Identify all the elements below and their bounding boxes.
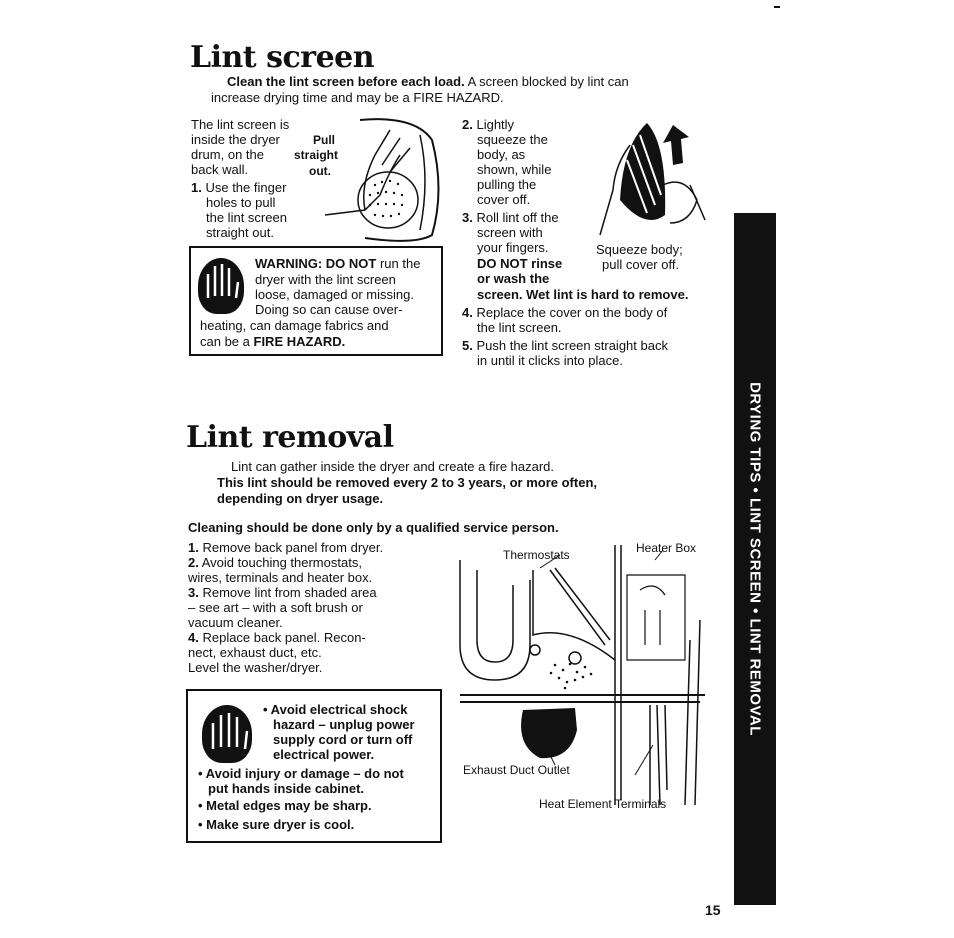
step-3-bold-3: screen. Wet lint is hard to remove.	[477, 287, 689, 302]
page-number: 15	[705, 902, 721, 918]
warning-line: electrical power.	[273, 747, 375, 762]
heater-box-side	[615, 545, 621, 805]
left-line: back wall.	[191, 162, 249, 177]
lint-removal-intro: Lint can gather inside the dryer and create a fire hazard.	[231, 459, 555, 474]
step-line: pulling the	[477, 177, 537, 192]
label-thermostats: Thermostats	[503, 548, 570, 562]
step-line: Use the finger	[205, 180, 287, 195]
warning-last-line	[200, 334, 345, 349]
step-line: wires, terminals and heater box.	[188, 570, 373, 585]
step-2	[462, 117, 514, 132]
removal-step-2	[188, 555, 383, 570]
warning-bold: WARNING: DO NOT	[255, 256, 377, 271]
squeeze-illustration	[585, 105, 710, 240]
step-4	[462, 305, 667, 320]
intro-line2: increase drying time and may be a FIRE HAZARD.	[211, 90, 504, 105]
heater-box	[627, 575, 685, 660]
lint-screen-title: Lint screen	[190, 40, 375, 75]
warning-line: put hands inside cabinet.	[208, 781, 365, 796]
step-line: body, as	[477, 147, 526, 162]
squeeze-caption-1: Squeeze body;	[596, 242, 683, 257]
drum-u-inner	[477, 570, 513, 662]
step-3	[462, 210, 559, 225]
warning-line: • Avoid injury or damage – do not	[198, 766, 404, 781]
heater-coils	[640, 586, 665, 645]
step-line: holes to pull	[206, 195, 276, 210]
step-line: Level the washer/dryer.	[188, 660, 323, 675]
removal-steps	[188, 540, 383, 675]
step-number: 1.	[191, 180, 202, 195]
left-line: drum, on the	[191, 147, 264, 162]
warning-line-4: heating, can damage fabrics and	[200, 318, 389, 333]
step-line: Push the lint screen straight back	[476, 338, 668, 353]
lint-removal-title: Lint removal	[186, 420, 394, 455]
warning-line: supply cord or turn off	[273, 732, 413, 747]
step-number: 2.	[188, 555, 199, 570]
step-number: 5.	[462, 338, 473, 353]
step-line: Avoid touching thermostats,	[201, 555, 362, 570]
heat-element-terminals	[650, 705, 667, 805]
step-line: shown, while	[477, 162, 552, 177]
step-line: Replace back panel. Recon-	[202, 630, 366, 645]
step-line: Replace the cover on the body of	[476, 305, 668, 320]
removal-frequency-line-2: depending on dryer usage.	[217, 491, 384, 506]
warning-line: dryer with the lint screen	[255, 272, 396, 287]
warning-lines	[255, 272, 414, 317]
warning-line: loose, damaged or missing.	[255, 287, 414, 302]
step-3-bold-2: or wash the	[477, 271, 550, 286]
step-line: – see art – with a soft brush or	[188, 600, 363, 615]
shaded-lint-area	[550, 663, 593, 690]
side-section-tab	[734, 213, 776, 905]
step-line: screen with	[477, 225, 543, 240]
warning-last-pre: can be a	[200, 334, 250, 349]
left-line: The lint screen is	[191, 117, 290, 132]
callout-out: out.	[309, 164, 331, 178]
warning-item-cool: • Make sure dryer is cool.	[198, 817, 355, 832]
step-line: squeeze the	[477, 132, 548, 147]
callout-pull: Pull	[313, 133, 336, 147]
warning-item-injury	[198, 766, 404, 796]
step-1-cont	[206, 195, 287, 240]
step-line: nect, exhaust duct, etc.	[188, 645, 322, 660]
step-3-cont	[477, 225, 549, 255]
intro-rest: A screen blocked by lint can	[467, 74, 629, 89]
screen-location-text	[191, 117, 289, 177]
step-line: Roll lint off the	[476, 210, 559, 225]
removal-step-1	[188, 540, 383, 555]
step-number: 2.	[462, 117, 473, 132]
warning-line-1	[255, 256, 420, 271]
hand-warning-icon	[196, 699, 258, 767]
step-line: cover off.	[477, 192, 531, 207]
side-tab-text: DRYING TIPS • LINT SCREEN • LINT REMOVAL	[746, 382, 764, 736]
thermostat-1	[530, 645, 540, 655]
step-number: 4.	[462, 305, 473, 320]
intro-bold: Clean the lint screen before each load.	[227, 74, 465, 89]
removal-step-4	[188, 630, 383, 645]
base-rail	[460, 695, 705, 702]
step-4-cont: the lint screen.	[477, 320, 562, 335]
lint-screen-illustration	[320, 110, 445, 245]
warning-item-shock	[263, 702, 415, 762]
lint-screen-intro	[227, 74, 629, 89]
removal-step-3	[188, 585, 383, 600]
lint-screen-shape	[358, 172, 418, 228]
finger-lines	[375, 130, 410, 172]
duct-line	[533, 570, 615, 660]
label-heat-element-terminals: Heat Element Terminals	[539, 797, 667, 811]
cabinet-edge	[685, 620, 700, 805]
exhaust-duct-outlet	[521, 708, 577, 758]
label-heater-box: Heater Box	[636, 541, 697, 555]
warning-line: Doing so can cause over-	[255, 302, 403, 317]
step-number: 4.	[188, 630, 199, 645]
step-5	[462, 338, 668, 353]
removal-frequency-line-1: This lint should be removed every 2 to 3 years, or more often,	[217, 475, 597, 490]
drum-inner-line	[420, 135, 425, 230]
step-number: 3.	[188, 585, 199, 600]
callout-straight: straight	[294, 148, 339, 162]
step-1	[191, 180, 286, 195]
step-line: your fingers.	[477, 240, 549, 255]
step-5-cont: in until it clicks into place.	[477, 353, 623, 368]
step-line: Remove lint from shaded area	[202, 585, 377, 600]
service-note: Cleaning should be done only by a qualified service person.	[188, 520, 559, 535]
step-3-bold-1: DO NOT rinse	[477, 256, 563, 271]
warning-item-edges: • Metal edges may be sharp.	[198, 798, 372, 813]
step-number: 3.	[462, 210, 473, 225]
corner-mark	[774, 6, 780, 8]
warning-after-bold: run the	[379, 256, 421, 271]
left-line: inside the dryer	[191, 132, 280, 147]
step-number: 1.	[188, 540, 199, 555]
step-line: Remove back panel from dryer.	[202, 540, 384, 555]
step-line: the lint screen	[206, 210, 287, 225]
warning-line: hazard – unplug power	[273, 717, 415, 732]
warning-last-bold: FIRE HAZARD.	[253, 334, 346, 349]
squeeze-caption-2: pull cover off.	[602, 257, 680, 272]
warning-line: • Avoid electrical shock	[263, 702, 408, 717]
step-line: Lightly	[476, 117, 515, 132]
step-2-cont	[477, 132, 551, 207]
label-exhaust-duct: Exhaust Duct Outlet	[463, 763, 570, 777]
step-line: vacuum cleaner.	[188, 615, 283, 630]
arrow-up-icon	[663, 125, 689, 165]
thermostat-2	[569, 652, 581, 664]
step-line: straight out.	[206, 225, 274, 240]
hand-warning-icon	[194, 252, 248, 316]
